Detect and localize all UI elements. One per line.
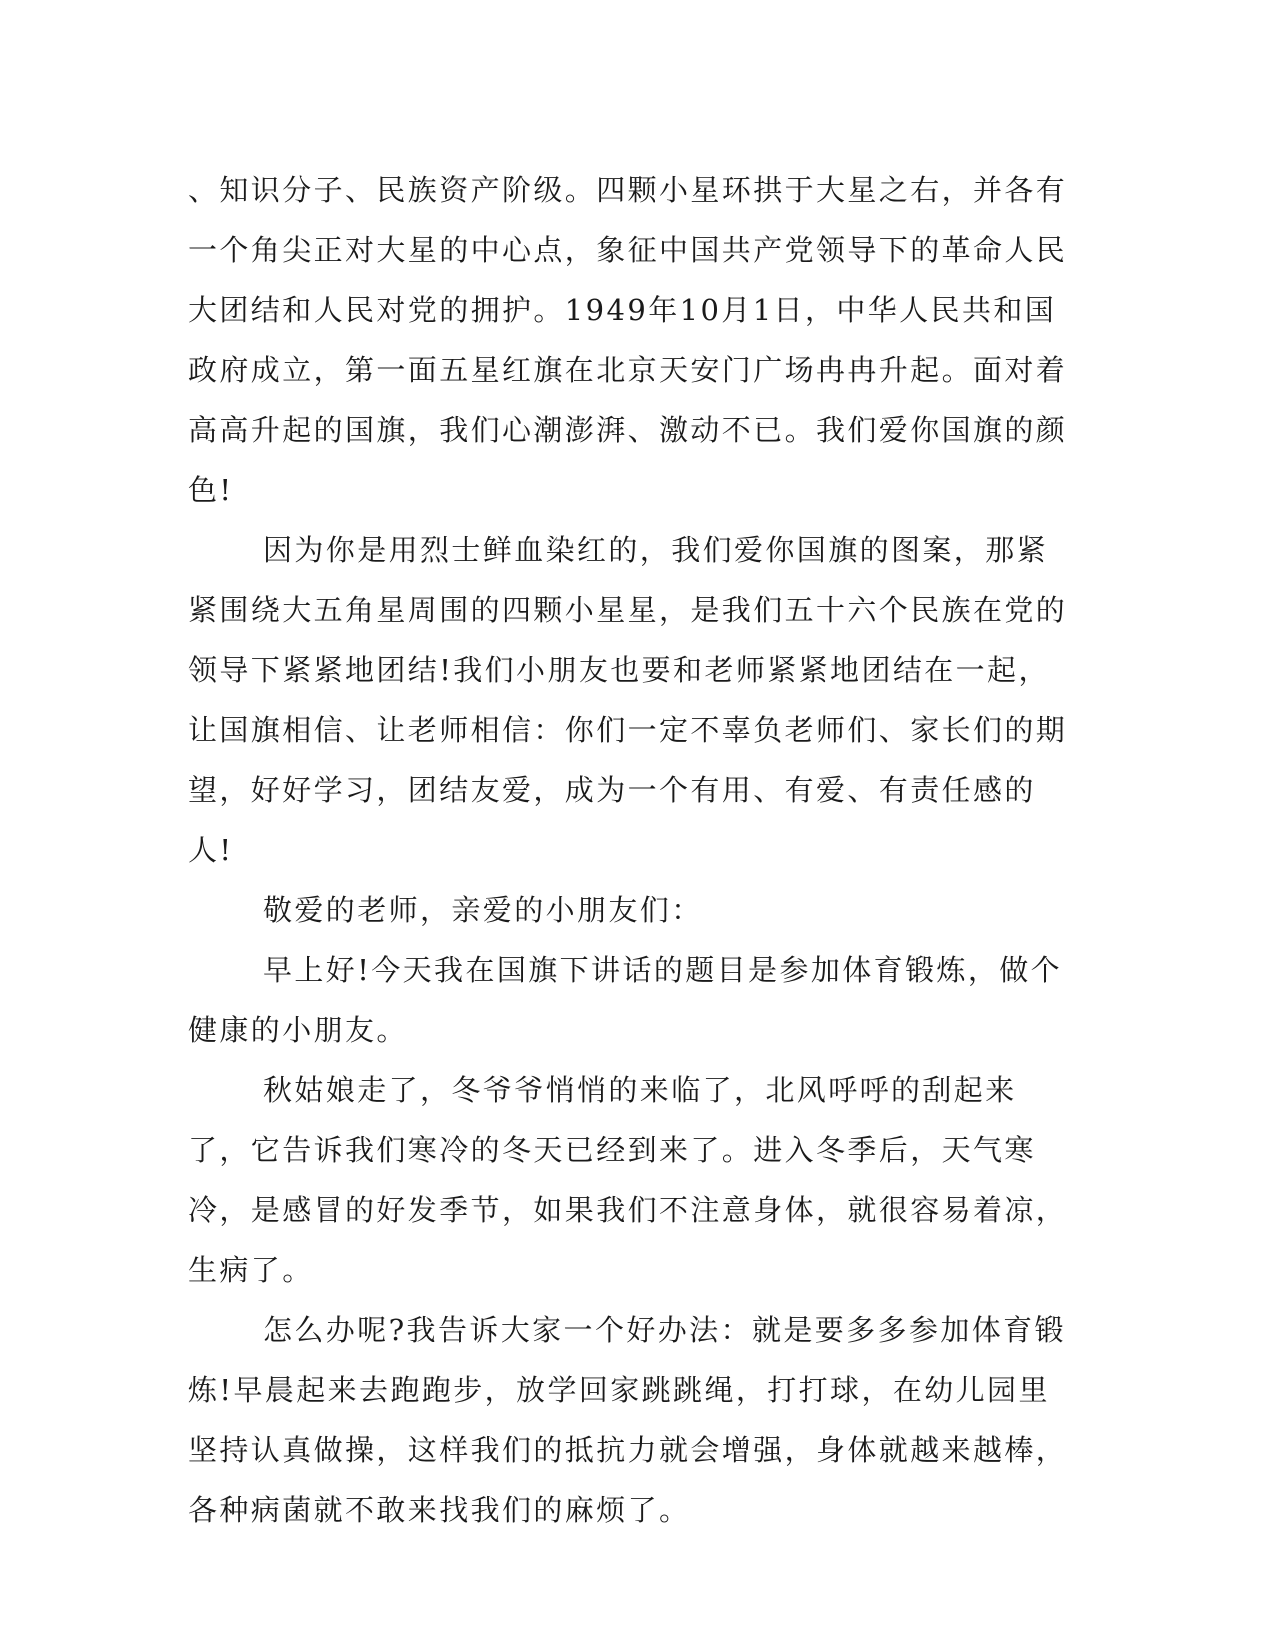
paragraph: 敬爱的老师，亲爱的小朋友们： (263, 893, 703, 927)
paragraph: 秋姑娘走了，冬爷爷悄悄的来临了，北风呼呼的刮起来了，它告诉我们寒冷的冬天已经到来了。进入冬季后，天气寒冷，是感冒的好发季节，如果我们不注意身体，就很容易着凉，生病了。 (188, 1073, 1068, 1287)
paragraph: 、知识分子、民族资产阶级。四颗小星环拱于大星之右，并各有一个角尖正对大星的中心点，象征中国共产党领导下的革命人民大团结和人民对党的拥护。1949年10月1日，中华人民共和国政府成立，第一面五星红旗在北京天安门广场冉冉升起。面对着高高升起的国旗，我们心潮澎湃、激动不已。我们爱你国旗的颜色! (188, 173, 1068, 507)
paragraph: 早上好!今天我在国旗下讲话的题目是参加体育锻炼，做个健康的小朋友。 (188, 953, 1063, 1047)
paragraph: 因为你是用烈士鲜血染红的，我们爱你国旗的图案，那紧紧围绕大五角星周围的四颗小星星，是我们五十六个民族在党的领导下紧紧地团结!我们小朋友也要和老师紧紧地团结在一起，让国旗相信、让老师相信：你们一定不辜负老师们、家长们的期望，好好学习，团结友爱，成为一个有用、有爱、有责任感的人! (188, 533, 1068, 867)
paragraph: 怎么办呢?我告诉大家一个好办法：就是要多多参加体育锻炼!早晨起来去跑跑步，放学回家跳跳绳，打打球，在幼儿园里坚持认真做操，这样我们的抵抗力就会增强，身体就越来越棒，各种病菌就不敢来找我们的麻烦了。 (188, 1313, 1068, 1527)
body-text (188, 160, 1068, 1540)
